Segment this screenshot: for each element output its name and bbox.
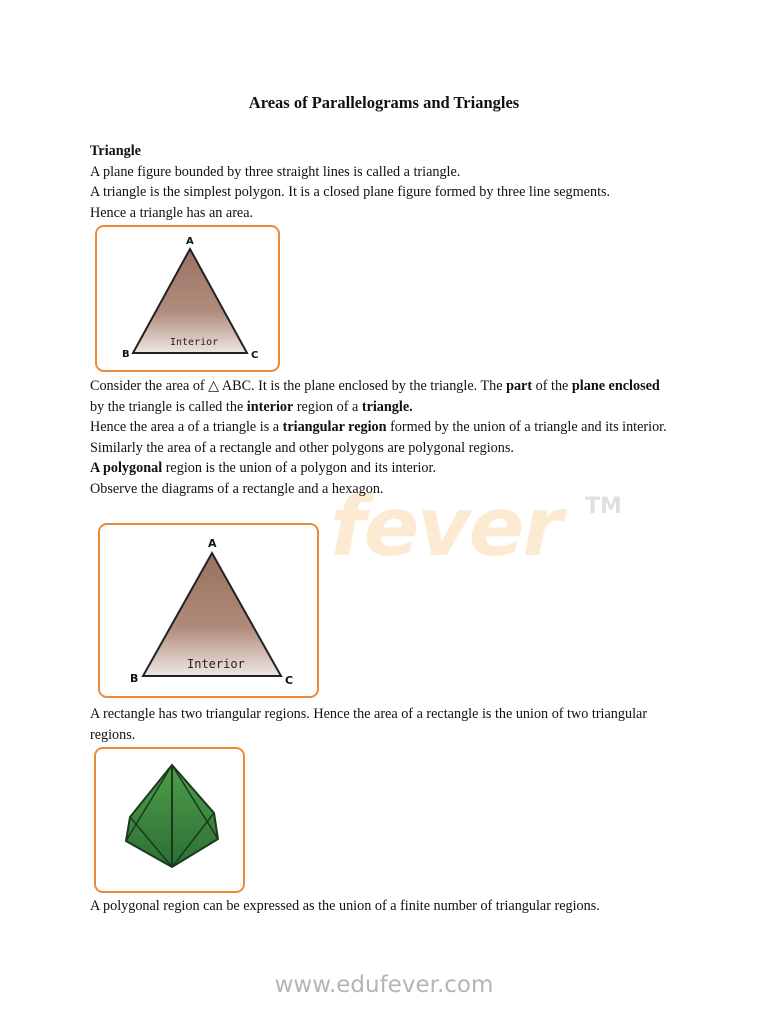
polygon-diagram [96,749,247,895]
intro-line: A triangle is the simplest polygon. It is a closed plane figure formed by three line segments. [90,184,611,201]
vertex-a-label: A [208,537,217,550]
polygonal-region-paragraph: A polygonal region is the union of a polygon and its interior. [90,460,437,477]
vertex-b-label: B [122,349,130,360]
triangle-figure-2 [98,523,319,698]
interior-label: Interior [187,657,245,671]
vertex-a-label: A [186,236,194,247]
interior-label: Interior [170,337,219,348]
body-section-2 [90,376,670,500]
rectangle-paragraph: A rectangle has two triangular regions. Hence the area of a rectangle is the union of two triangular regions. [90,706,648,743]
interior-paragraph: Consider the area of △ ABC. It is the plane enclosed by the triangle. The part of the plane enclosed by the triangle is called the interior region of a triangle. [90,378,660,415]
intro-line: A plane figure bounded by three straight lines is called a triangle. [90,163,461,180]
final-paragraph: A polygonal region can be expressed as the union of a finite number of triangular regions. [90,898,600,914]
watermark-trademark: TM [585,494,622,519]
page-title: Areas of Parallelograms and Triangles [248,93,520,112]
triangular-region-paragraph: Hence the area a of a triangle is a triangular region formed by the union of a triangle and its interior. [90,419,667,436]
vertex-c-label: C [285,674,294,687]
watermark-logo-text: fever [330,480,561,575]
triangle-figure-1 [95,225,280,372]
triangle-diagram-1 [97,227,282,374]
intro-section [90,141,670,223]
polygon-figure [94,747,245,893]
triangle-diagram-2 [100,525,321,700]
observe-paragraph: Observe the diagrams of a rectangle and a hexagon. [90,480,384,497]
footer-url: www.edufever.com [274,972,494,998]
intro-line: Hence a triangle has an area. [90,204,254,221]
section-heading: Triangle [90,143,141,159]
vertex-c-label: C [251,350,259,361]
vertex-b-label: B [130,672,139,685]
polygon-regions-paragraph: Similarly the area of a rectangle and other polygons are polygonal regions. [90,439,514,456]
